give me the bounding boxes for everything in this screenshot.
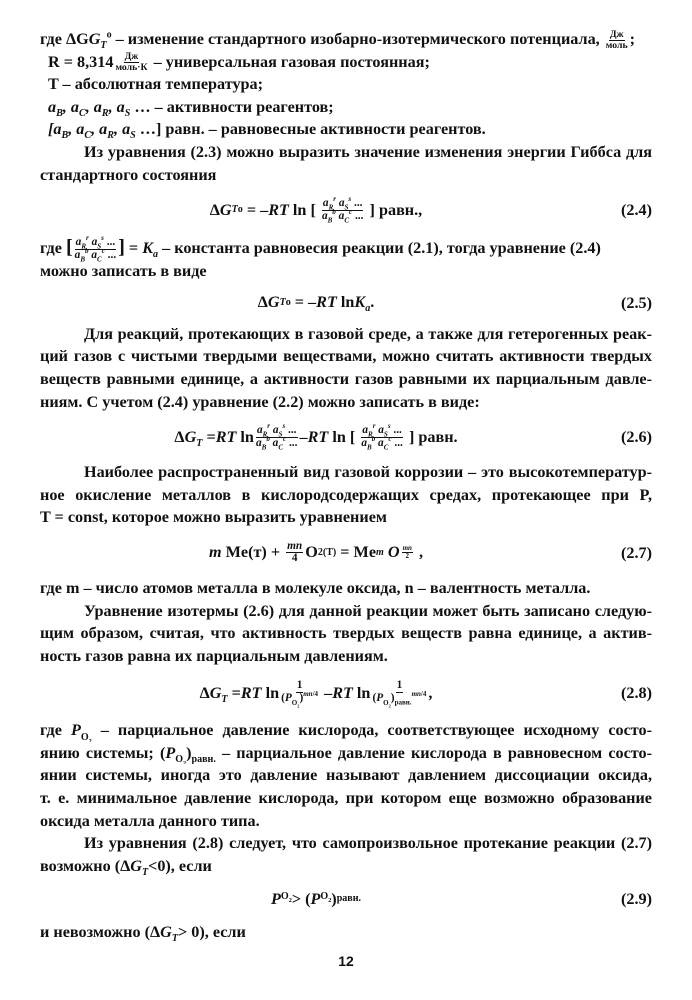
text-p5-l2: – парциальное давление кислорода в равновесном состо- <box>215 743 652 762</box>
equation-number: (2.4) <box>620 201 652 220</box>
definition-line-activities: $a_B$, $a_C$, $a_R$, $a_S$ … – активности реагентов; <box>48 97 334 120</box>
definition-line-R <box>40 51 652 74</box>
activity-ratio: $\frac{a_R^r a_S^s ...}{a_B^b a_C^c ...}$ <box>74 234 117 264</box>
paragraph-line: где $P_{O_2}$ – парциальное давление кислорода, соответствующее исходному состо- <box>40 721 652 742</box>
pressure-fraction: $\frac{1}{(P_{O_2})_{равн.}^{mn/4}}$ <box>372 679 427 709</box>
equation-number: (2.6) <box>620 428 652 447</box>
coef-fraction: $\frac{mn}{4}$ <box>287 539 303 565</box>
text-l2-post: – универсальная газовая постоянная; <box>149 52 430 71</box>
ka-definition-line: где [ $\frac{a_R^r a_S^s ...}{a_B^b a_C^c ...}$ ] = $K_a$ – константа равновесия реакции (2.1), тогда уравнение (2.4) <box>40 234 601 264</box>
paragraph-line: ниям. С учетом (2.4) уравнение (2.2) можно записать в виде: <box>40 392 480 411</box>
equation-number: (2.7) <box>620 543 652 562</box>
equation-number: (2.5) <box>620 293 652 312</box>
paragraph-line: Для реакций, протекающих в газовой среде, а также для гетерогенных реак- <box>84 324 652 343</box>
equation-2-5 <box>40 287 652 319</box>
equation-2-4 <box>40 190 652 230</box>
text-gde: где <box>40 721 62 740</box>
paragraph-line: т. е. минимальное давление кислорода, при котором еще возможно образование <box>40 789 652 808</box>
unit2-num: Дж <box>124 51 139 63</box>
paragraph-line: ное окисление металлов в кислородсодержащих средах, протекающее при P, <box>40 485 652 504</box>
paragraph-line: щим образом, считая, что активность твердых веществ равна единице, а актив- <box>40 624 652 643</box>
paragraph-line: ций газов с чистыми твердыми веществами, можно считать активности твердых <box>40 347 652 366</box>
equation-body: Δ $G_T$ = RT ln $\frac{a_R^r a_S^s ...}{a_B^b a_C^c ...}$ – RT ln [ $\frac{a_R^r a_S^s ...}{a_B^b a_C^c ...}$ ] равн. <box>174 421 458 451</box>
equation-body: Δ G T o = – RT ln [ $\frac{a_R^r a_S^s ...}{a_B^b a_C^c ...}$ ] равн., <box>209 194 423 224</box>
paragraph-line: Уравнение изотермы (2.6) для данной реакции может быть записано следую- <box>84 601 652 620</box>
unit1-num: Дж <box>609 28 624 40</box>
paragraph-line: Из уравнения (2.8) следует, что самопроизвольное протекание реакции (2.7) <box>84 834 652 853</box>
equation-number: (2.8) <box>620 684 652 703</box>
equation-body: Δ G T o = – RT ln $K_a$ . <box>257 293 375 315</box>
unit-j-per-mol-k <box>115 52 147 73</box>
text-l2-pre: R = 8,314 <box>48 52 114 71</box>
paragraph-line: и невозможно $(\Delta G_T> 0)$, если <box>40 923 246 945</box>
text-p5-l2-pre: янию системы; <box>40 743 154 762</box>
text-l4: … – активности реагентов; <box>130 97 334 116</box>
equation-body: Δ $G_T$ = RT ln $\frac{1}{(P_{O_2})^{mn/4}}$ – RT ln $\frac{1}{(P_{O_2})_{равн.}^{mn/4}}$ , <box>199 679 433 709</box>
equation-2-9 <box>40 881 652 917</box>
unit1-den: моль <box>605 39 628 51</box>
definition-line-eq-activities: [$a_B$, $a_C$, $a_R$, $a_S$ …] равн. – равновесные активности реагентов. <box>48 120 486 142</box>
unit2-den: моль·К <box>115 62 148 74</box>
paragraph-line: стандартного состояния <box>40 165 217 184</box>
activity-ratio: $\frac{a_R^r a_S^s ...}{a_B^b a_C^c ...}$ <box>321 194 364 224</box>
unit-j-per-mol <box>606 30 628 51</box>
activity-ratio: $\frac{a_R^r a_S^s ...}{a_B^b a_C^c ...}$ <box>361 421 403 451</box>
paragraph-line: T = const, которое можно выразить уравнением <box>40 508 387 527</box>
paragraph-line: оксида металла данного типа. <box>40 811 260 830</box>
text-l1-pre: где ΔG <box>40 30 89 48</box>
equation-2-7 <box>40 533 652 573</box>
equation-2-8 <box>40 671 652 715</box>
pressure-fraction: $\frac{1}{(P_{O_2})^{mn/4}}$ <box>281 679 319 709</box>
paragraph-line: веществ равными единице, а активности газов равными их парциальным давле- <box>40 369 652 388</box>
paragraph-line: янию системы; $(P_{O_2})_{равн.}$ – парциальное давление кислорода в равновесном состо- <box>40 743 652 765</box>
paragraph-line: возможно $(\Delta G_T<0)$, если <box>40 856 212 879</box>
definition-line-deltaG: где $\Delta GG_T^o$ – изменение стандартного изобарно-изотермического потенциала, $\frac{Дж}{\text{моль}}$ ; <box>40 28 635 52</box>
equation-body: P $O_2$ > ( P $O_2$ ) равн. <box>271 889 361 908</box>
paragraph-line: где m – число атомов металла в молекуле оксида, n – валентность металла. <box>40 578 591 597</box>
paragraph-line: Наиболее распространенный вид газовой коррозии – это высокотемператур- <box>84 463 652 482</box>
equation-number: (2.9) <box>620 890 652 909</box>
equation-body: m Me(т) + $\frac{mn}{4}$ O 2(Т) = Me m O $\frac{mn}{2}$ , <box>208 539 424 565</box>
paragraph-line: ность газов равна их парциальным давлениям. <box>40 646 388 665</box>
activity-ratio: $\frac{a_R^r a_S^s ...}{a_B^b a_C^c ...}$ <box>255 421 298 451</box>
paragraph-line: янии системы, иногда это давление называют давлением диссоциации оксида, <box>40 766 652 785</box>
text-l1-post: – изменение стандартного изобарно-изотермического потенциала, <box>111 30 604 48</box>
equation-2-6 <box>40 417 652 457</box>
text-p5-l1: – парциальное давление кислорода, соответствующее исходному состо- <box>91 721 652 740</box>
definition-line-T: T – абсолютная температура; <box>48 75 264 94</box>
index-fraction: $\frac{mn}{2}$ <box>402 544 412 561</box>
paragraph-line: Из уравнения (2.3) можно выразить значение изменения энергии Гиббса для <box>84 142 652 161</box>
text-gde: где <box>40 239 62 258</box>
paragraph-line: можно записать в виде <box>40 262 207 281</box>
text-l5: …] равн. – равновесные активности реагентов. <box>135 120 486 139</box>
page-number: 12 <box>338 953 354 969</box>
text-l1-tail: ; <box>629 30 635 48</box>
